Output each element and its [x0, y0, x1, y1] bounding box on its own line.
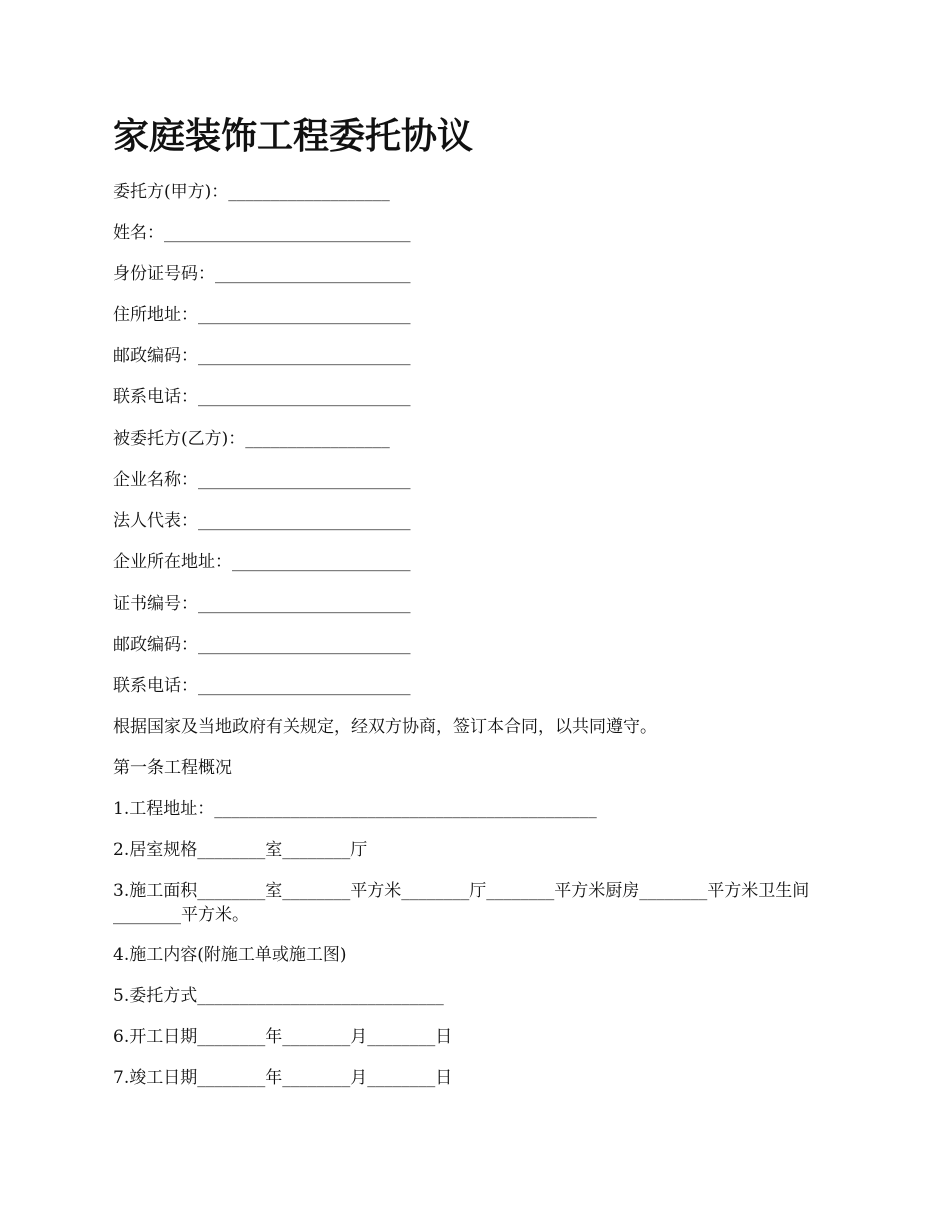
party-b-phone: 联系电话：_________________________	[113, 676, 411, 696]
party-b-company-name: 企业名称：_________________________	[113, 470, 411, 490]
article-1-item-2: 2.居室规格________室________厅	[113, 840, 368, 860]
party-b-company-address: 企业所在地址：_____________________	[113, 552, 411, 572]
article-1-item-6: 6.开工日期________年________月________日	[113, 1027, 453, 1047]
article-1-item-4: 4.施工内容(附施工单或施工图)	[113, 945, 347, 965]
article-1-item-5: 5.委托方式_____________________________	[113, 986, 444, 1006]
party-a-postal-code: 邮政编码：_________________________	[113, 346, 411, 366]
document-title: 家庭装饰工程委托协议	[113, 115, 474, 157]
party-a-id-number: 身份证号码：_______________________	[113, 264, 411, 284]
article-1-item-7: 7.竣工日期________年________月________日	[113, 1068, 453, 1088]
party-a-heading: 委托方(甲方)：___________________	[113, 182, 390, 202]
party-a-name: 姓名：_____________________________	[113, 223, 411, 243]
party-a-address: 住所地址：_________________________	[113, 305, 411, 325]
article-1-item-3: 3.施工面积________室________平方米________厅________平方米厨房________平方米卫生间________平方米。	[113, 881, 810, 925]
party-b-certificate-no: 证书编号：_________________________	[113, 594, 411, 614]
party-b-postal-code: 邮政编码：_________________________	[113, 635, 411, 655]
article-1-item-1: 1.工程地址：_____________________________________________	[113, 799, 597, 819]
party-b-heading: 被委托方(乙方)：_________________	[113, 429, 390, 449]
party-a-phone: 联系电话：_________________________	[113, 387, 411, 407]
preamble: 根据国家及当地政府有关规定，经双方协商，签订本合同，以共同遵守。	[113, 717, 657, 737]
article-1-heading: 第一条工程概况	[113, 758, 232, 778]
party-b-legal-rep: 法人代表：_________________________	[113, 511, 411, 531]
